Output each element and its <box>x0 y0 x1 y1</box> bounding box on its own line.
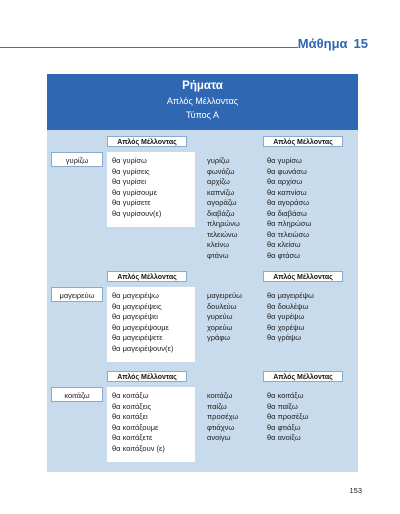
verb-item: φτιάχνω <box>207 422 235 432</box>
section1-label: γυρίζω <box>51 152 103 167</box>
verb-item: γυρεύω <box>207 312 233 321</box>
verb-item: γυρίζω <box>207 156 230 165</box>
verb-item: φτάνω <box>207 250 229 260</box>
future-item: θα αρχίσω <box>267 177 303 186</box>
conj-line: θα μαγειρέψει <box>112 312 158 321</box>
verb-item: κλείνω <box>207 240 230 249</box>
conj-line: θα γυρίσω <box>112 156 147 165</box>
future-item: θα κλείσω <box>267 240 301 249</box>
conj-line: θα κοιτάξω <box>112 391 149 400</box>
verb-item: διαβάζω <box>207 208 235 218</box>
table-type: Τύπος Α <box>185 110 220 120</box>
verb-item: γράφω <box>207 333 231 342</box>
section1-verb-list <box>207 156 240 261</box>
verb-item: παίζω <box>207 401 227 411</box>
conj-line: θα γυρίσουμε <box>112 187 157 197</box>
section3-label: κοιτάζω <box>51 387 103 402</box>
verb-item: μαγειρεύω <box>207 291 242 300</box>
conj-line: θα κοιτάξετε <box>112 433 153 442</box>
verb-item: κοιτάζω <box>207 391 233 400</box>
section3-future-list <box>267 391 308 444</box>
future-item: θα ανοίξω <box>267 433 301 442</box>
verb-item: αγοράζω <box>207 198 237 207</box>
section3-verb-list <box>207 391 238 444</box>
verb-item: αρχίζω <box>207 177 230 186</box>
future-item: θα αγοράσω <box>267 198 309 207</box>
section3-right-header: Απλός Μέλλοντας <box>263 371 343 382</box>
conj-line: θα μαγειρέψουν(ε) <box>112 343 174 353</box>
future-item: θα τελειώσω <box>267 229 309 239</box>
section2-left-header: Απλός Μέλλοντας <box>107 271 187 282</box>
conj-line: θα γυρίσει <box>112 177 147 186</box>
future-item: θα παίξω <box>267 401 298 411</box>
section2-future-list <box>267 291 314 344</box>
section3-left-header: Απλός Μέλλοντας <box>107 371 187 382</box>
conj-line: θα γυρίσεις <box>112 166 150 176</box>
section2-verb-list <box>207 291 242 344</box>
future-item: θα πληρώσω <box>267 219 312 228</box>
verb-item: φωνάζω <box>207 166 235 176</box>
future-item: θα διαβάσω <box>267 208 307 218</box>
header-rule <box>0 47 298 48</box>
section1-right-header: Απλός Μέλλοντας <box>263 136 343 147</box>
future-item: θα μαγειρέψω <box>267 291 314 300</box>
conj-line: θα κοιτάξει <box>112 412 148 421</box>
section2-conjugation <box>107 287 195 362</box>
verb-table-panel <box>47 74 358 472</box>
future-item: θα φτάσω <box>267 250 301 260</box>
page-number: 153 <box>349 486 362 495</box>
future-item: θα γυρίσω <box>267 156 302 165</box>
verb-item: χορεύω <box>207 322 233 332</box>
title-band <box>47 74 358 130</box>
section1-conjugation <box>107 152 195 227</box>
lesson-label: Μάθημα <box>297 36 348 51</box>
future-item: θα κοιτάξω <box>267 391 304 400</box>
future-item: θα φτιάξω <box>267 422 301 432</box>
section1-left-header: Απλός Μέλλοντας <box>107 136 187 147</box>
verb-item: προσέχω <box>207 412 239 421</box>
section2-label: μαγειρεύω <box>51 287 103 302</box>
section2-right-header: Απλός Μέλλοντας <box>263 271 343 282</box>
lesson-number: 15 <box>353 36 368 51</box>
section3-conjugation <box>107 387 195 462</box>
verb-item: τελειώνω <box>207 229 238 239</box>
conj-line: θα μαγειρέψω <box>112 291 159 300</box>
future-item: θα γράψω <box>267 333 302 342</box>
future-item: θα φωνάσω <box>267 166 307 176</box>
table-title: Ρήματα <box>182 80 223 92</box>
lesson-heading <box>298 36 368 51</box>
table-subtitle: Απλός Μέλλοντας <box>166 96 239 106</box>
verb-item: πληρώνω <box>207 219 240 228</box>
conj-line: θα μαγειρέψουμε <box>112 322 169 332</box>
future-item: θα προσέξω <box>267 412 309 421</box>
verb-item: καπνίζω <box>207 187 235 197</box>
conj-line: θα γυρίσουν(ε) <box>112 208 162 218</box>
future-item: θα δουλέψω <box>267 301 309 311</box>
conj-line: θα μαγειρέψετε <box>112 333 163 342</box>
future-item: θα καπνίσω <box>267 187 307 197</box>
conj-line: θα κοιτάξουν (ε) <box>112 443 165 453</box>
conj-line: θα κοιτάξουμε <box>112 422 159 432</box>
conj-line: θα μαγειρέψεις <box>112 301 162 311</box>
conj-line: θα γυρίσετε <box>112 198 151 207</box>
verb-item: ανοίγω <box>207 433 231 442</box>
future-item: θα γυρέψω <box>267 312 305 321</box>
verb-item: δουλεύω <box>207 301 237 311</box>
section1-future-list <box>267 156 311 261</box>
conj-line: θα κοιτάξεις <box>112 401 152 411</box>
future-item: θα χορέψω <box>267 322 305 332</box>
